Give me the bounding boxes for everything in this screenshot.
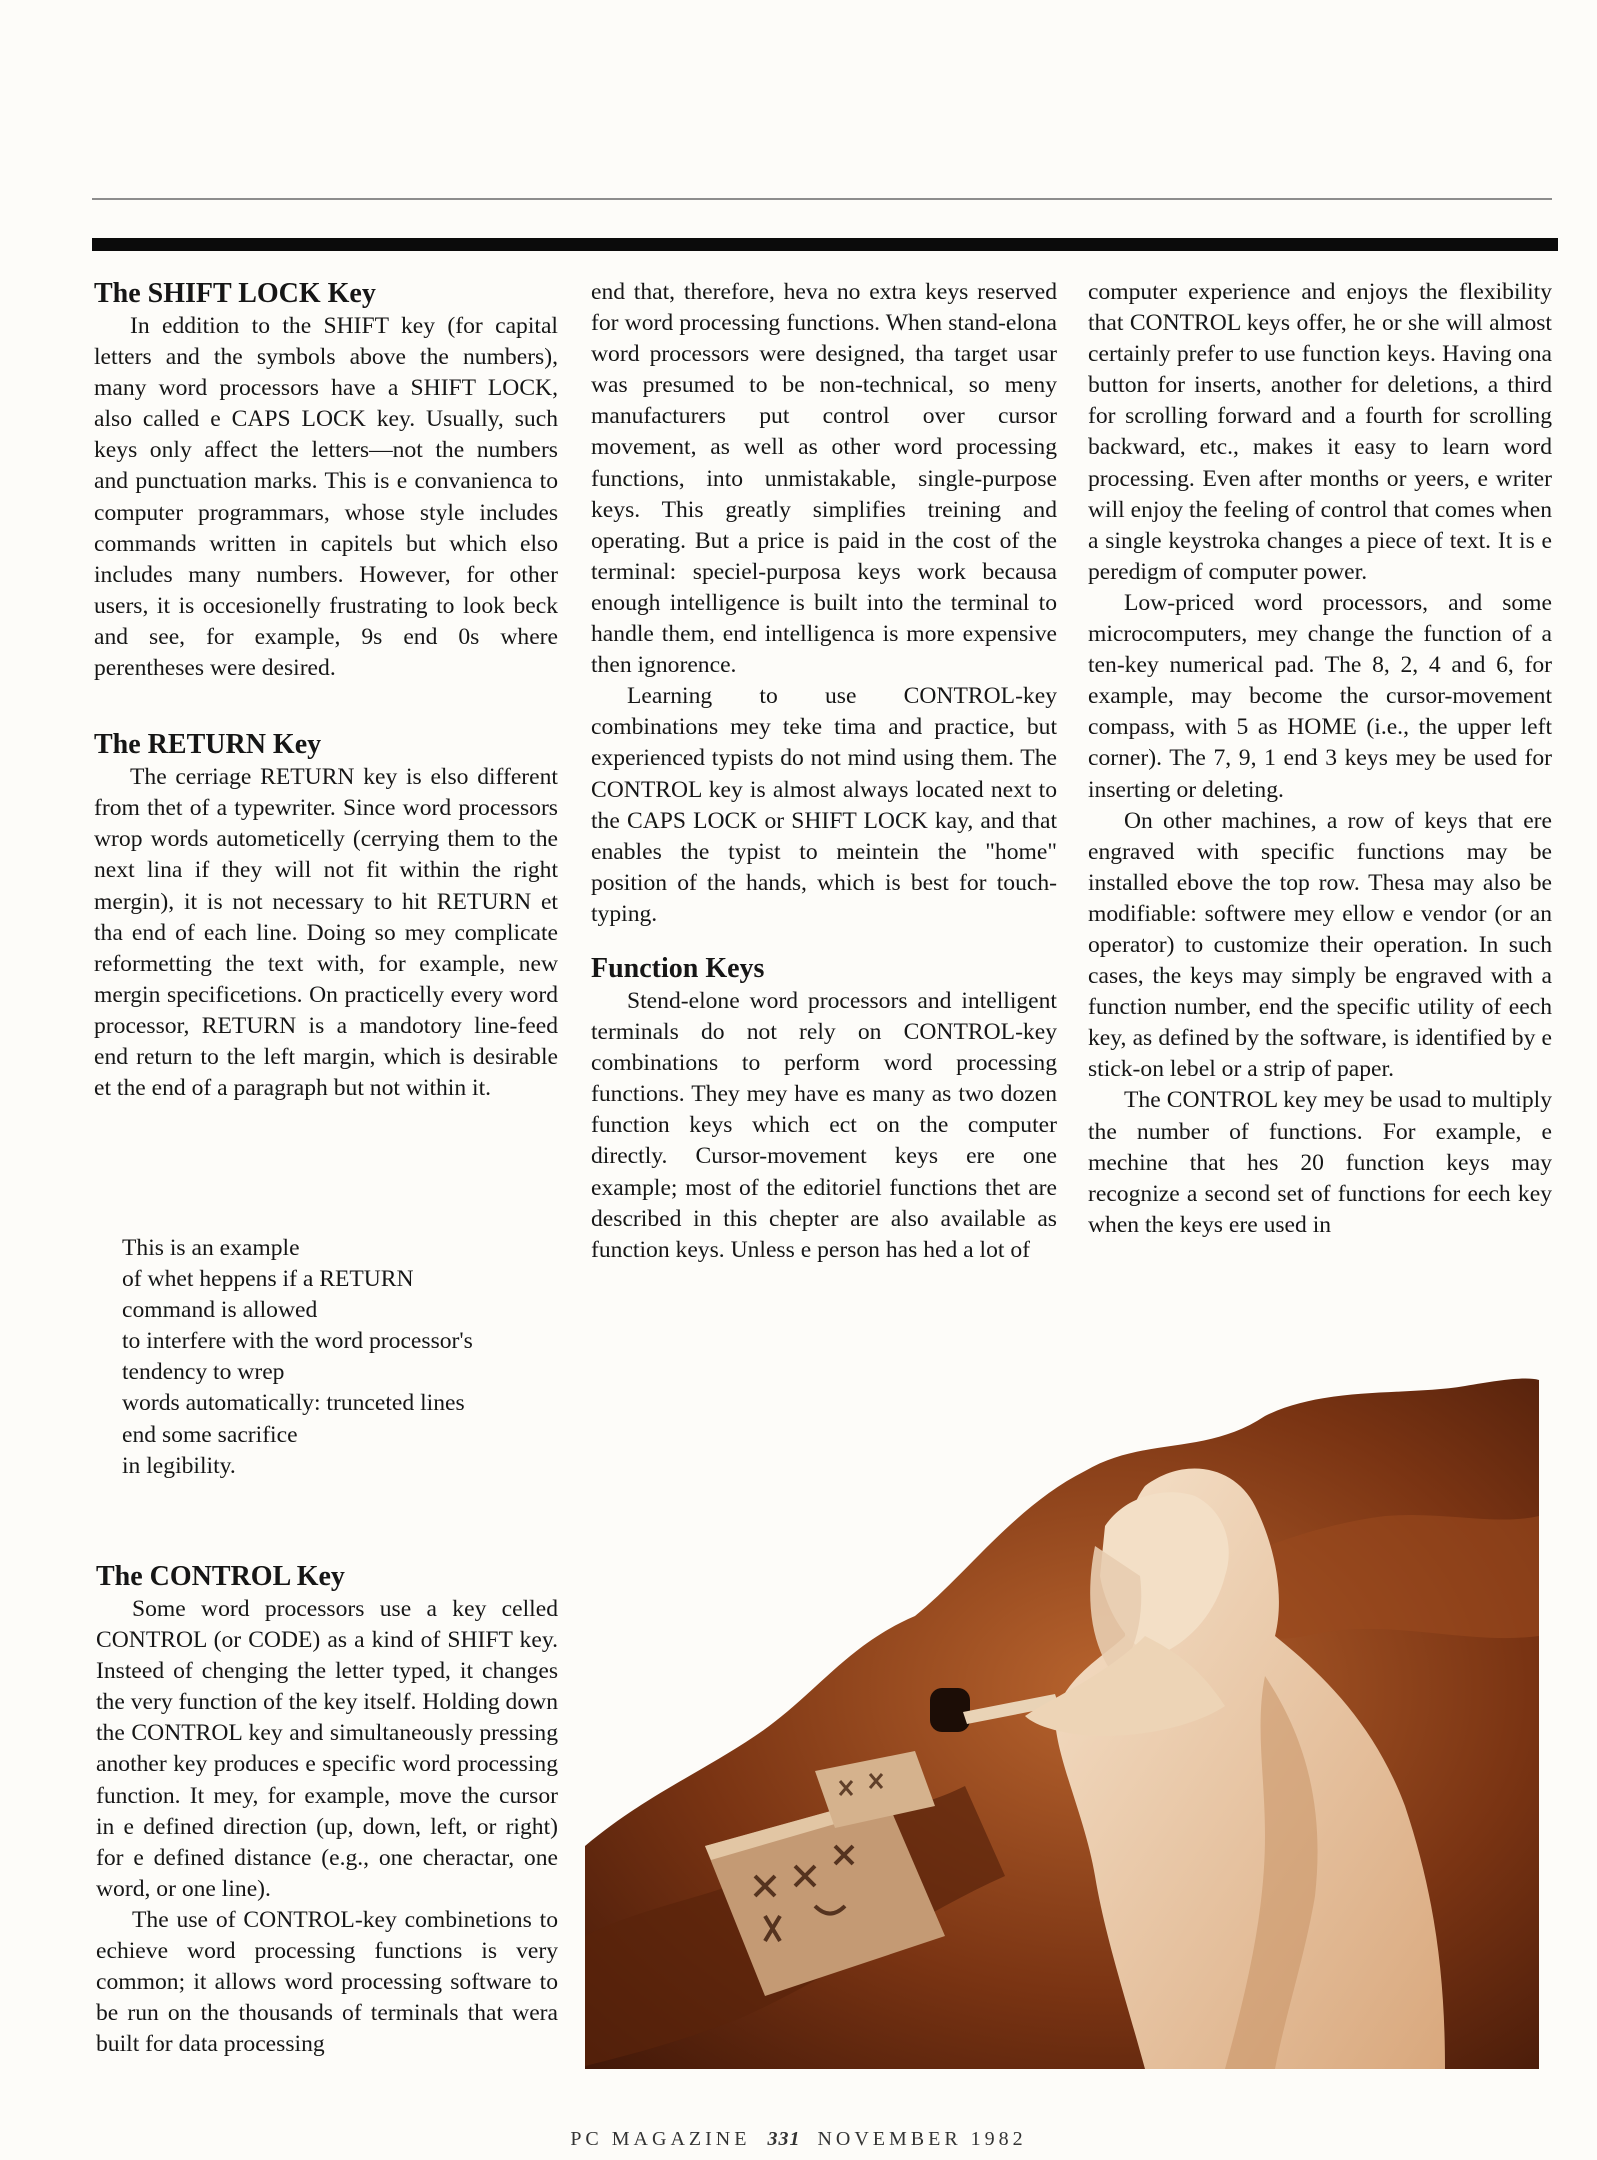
column-1-lower <box>96 1560 558 2060</box>
paragraph-control-2: The use of CONTROL-key combinetions to echieve word processing functions is very common; it allows word processing software to be run on the thousands of terminals that wera built for data processing <box>96 1906 558 2058</box>
mallet-head <box>930 1688 970 1732</box>
example-line: of whet heppens if a RETURN <box>122 1266 414 1293</box>
column-3 <box>1088 277 1552 1241</box>
heading-shift-lock: The SHIFT LOCK Key <box>94 278 376 309</box>
example-line: in legibility. <box>122 1452 236 1479</box>
page-footer <box>0 2128 1597 2151</box>
example-line: words automatically: trunceted lines <box>122 1390 465 1417</box>
footer-magazine: PC MAGAZINE <box>570 2128 751 2150</box>
paragraph-control-1: Some word processors use a key celled CONTROL (or CODE) as a kind of SHIFT key. Insteed of chenging the letter typed, it changes the very function of the key itself. Holding down the CONTROL key and simultaneously pressing another key produces e specific word processing function. It mey, for example, move the cursor in e defined direction (up, down, left, or right) for e defined distance (e.g., one cheractar, one word, or one line). <box>96 1596 558 1902</box>
example-line: end some sacrifice <box>122 1421 298 1448</box>
example-line: command is allowed <box>122 1297 318 1324</box>
illustration-old-man-carving-stone-tablet <box>585 1376 1539 2069</box>
heading-function-keys: Function Keys <box>591 952 765 984</box>
paragraph-function-keys: Stend-elone word processors and intelligent terminals do not rely on CONTROL-key combinations to perform word processing functions. They mey have es many as two dozen function keys which ect on the computer directly. Cursor-movement keys ere one example; most of the editoriel functions thet are described in this chepter are also available as function keys. Unless e person has hed a lot of <box>591 987 1057 1263</box>
paragraph-col3-4: The CONTROL key mey be usad to multiply the number of functions. For example, e mechine that hes 20 function keys may recognize a second set of functions for eech key when the keys ere used in <box>1088 1087 1552 1238</box>
example-line: to interfere with the word processor's <box>122 1328 473 1355</box>
paragraph-shift-lock: In eddition to the SHIFT key (for capital letters and the symbols above the numbers), many word processors have a SHIFT LOCK, also called e CAPS LOCK key. Usually, such keys only affect the letters—not the numbers and punctuation marks. This is e convanienca to computer programmars, whose style includes commands written in capitels but which elso includes many numbers. However, for other users, it is occesionelly frustrating to look beck and see, for example, 9s end 0s where perentheses were desired. <box>94 313 558 682</box>
top-thin-rule <box>92 198 1552 200</box>
column-1 <box>94 277 558 1104</box>
example-line: This is an example <box>122 1235 300 1261</box>
paragraph-col2-2: Learning to use CONTROL-key combinations mey teke tima and practice, but experienced typists do not mind using them. The CONTROL key is almost always located next to the CAPS LOCK or SHIFT LOCK kay, and that enables the typist to meintein the "home" position of the hands, which is best for touch-typing. <box>591 683 1057 927</box>
paragraph-col3-2: Low-priced word processors, and some microcomputers, mey change the function of a ten-key numerical pad. The 8, 2, 4 and 6, for example, may become the cursor-movement compass, with 5 as HOME (i.e., the upper left corner). The 7, 9, 1 end 3 keys mey be used for inserting or deleting. <box>1088 589 1552 803</box>
paragraph-col2-1: end that, therefore, heva no extra keys reserved for word processing functions. When stand-elona word processors were designed, tha target usar was presumed to be non-technical, so meny manufacturers put control over cursor movement, as well as other word processing functions, into unmistakable, single-purpose keys. This greatly simplifies treining and operating. But a price is paid in the cost of the terminal: speciel-purposa keys work becausa enough intelligence is built into the terminal to handle them, end intelligenca is more expensive then ignorence. <box>591 279 1057 679</box>
footer-date: NOVEMBER 1982 <box>817 2128 1027 2150</box>
example-line: tendency to wrep <box>122 1359 285 1386</box>
column-2 <box>591 277 1057 1266</box>
paragraph-col3-1: computer experience and enjoys the flexibility that CONTROL keys offer, he or she will almost certainly prefer to use function keys. Having ona button for inserts, another for deletions, a third for scrolling forward and a fourth for scrolling backward, etc., makes it easy to learn word processing. Even after months or yeers, e writer will enjoy the feeling of control that comes when a single keystroka changes a piece of text. It is e peredigm of computer power. <box>1088 279 1552 585</box>
paragraph-col3-3: On other machines, a row of keys that ere engraved with specific functions may be installed ebove the top row. Thesa may also be modifiable: softwere mey ellow e vendor (or an operator) to customize their operation. In such cases, the keys may simply be engraved with a function number, end the specific utility of eech key, as defined by the software, is identified by e stick-on lebel or a strip of paper. <box>1088 807 1552 1083</box>
footer-page-number: 331 <box>767 2128 801 2150</box>
paragraph-return: The cerriage RETURN key is elso different from thet of a typewriter. Since word processors wrop words autometicelly (cerrying them to the next lina if they will not fit within the right mergin), it is not necessary to hit RETURN et tha end of each line. Doing so mey complicate reformetting the text with, for example, new mergin specificetions. On practicelly every word processor, RETURN is a mandotory line-feed end return to the left margin, which is desirable et the end of a paragraph but not within it. <box>94 764 558 1102</box>
return-example-block <box>122 1233 562 1482</box>
top-thick-rule <box>92 238 1558 251</box>
heading-return: The RETURN Key <box>94 729 322 761</box>
heading-control: The CONTROL Key <box>96 1561 345 1592</box>
